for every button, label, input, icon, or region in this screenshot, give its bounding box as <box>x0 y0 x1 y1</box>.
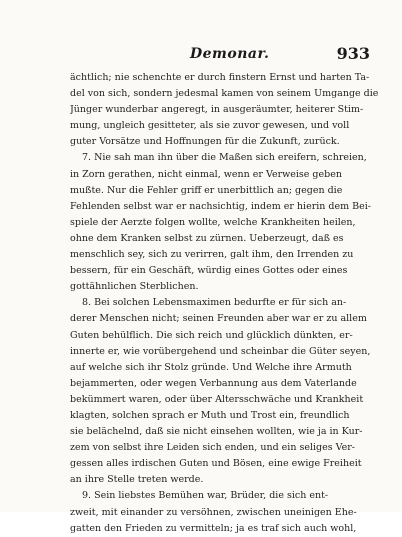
text-line: 8. Bei solchen Lebensmaximen bedurfte er für sich an- <box>82 297 347 309</box>
text-line: spiele der Aerzte folgen wollte, welche Krankheiten heilen, <box>70 216 356 228</box>
text-line: del von sich, sondern jedesmal kamen von seinem Umgange die <box>70 88 378 100</box>
text-line: gottähnlichen Sterblichen. <box>70 281 199 293</box>
text-line: gatten den Frieden zu vermitteln; ja es traf sich auch wohl, <box>70 522 357 534</box>
text-line: derer Menschen nicht; seinen Freunden aber war er zu allem <box>70 313 367 325</box>
text-line: in Zorn gerathen, nicht einmal, wenn er Verweise geben <box>70 168 342 180</box>
running-head: Demonar. <box>190 46 270 62</box>
body-text <box>70 70 378 537</box>
text-line: Jünger wunderbar angeregt, in ausgeräumter, heiterer Stim- <box>70 104 364 116</box>
text-line: bejammerten, oder wegen Verbannung aus dem Vaterlande <box>70 377 357 389</box>
text-line: 7. Nie sah man ihn über die Maßen sich ereifern, schreien, <box>82 152 367 164</box>
text-line: Fehlenden selbst war er nachsichtig, indem er hierin dem Bei- <box>70 200 372 212</box>
text-line: bessern, für ein Geschäft, würdig eines Gottes oder eines <box>70 265 348 277</box>
text-line: bekümmert waren, oder über Altersschwäche und Krankheit <box>70 393 364 405</box>
text-line: ohne dem Kranken selbst zu zürnen. Ueberzeugt, daß es <box>70 232 344 244</box>
page-number: 933 <box>336 44 370 63</box>
text-line: guter Vorsätze und Hoffnungen für die Zukunft, zurück. <box>70 136 340 148</box>
text-line: an ihre Stelle treten werde. <box>70 474 204 486</box>
text-line: Guten behülflich. Die sich reich und glücklich dünkten, er- <box>70 329 353 341</box>
text-line: 9. Sein liebstes Bemühen war, Brüder, die sich ent- <box>82 490 329 502</box>
text-line: innerte er, wie vorübergehend und scheinbar die Güter seyen, <box>70 345 371 357</box>
text-line: zweit, mit einander zu versöhnen, zwischen uneinigen Ehe- <box>70 506 357 518</box>
text-line: klagten, solchen sprach er Muth und Trost ein, freundlich <box>70 409 350 421</box>
text-line: menschlich sey, sich zu verirren, galt ihm, den Irrenden zu <box>70 249 354 261</box>
page-header <box>70 46 370 64</box>
text-line: auf welche sich ihr Stolz gründe. Und Welche ihre Armuth <box>70 361 352 373</box>
text-line: mung, ungleich gesitteter, als sie zuvor gewesen, und voll <box>70 120 350 132</box>
text-line: mußte. Nur die Fehler griff er unerbittlich an; gegen die <box>70 184 343 196</box>
text-line: gessen alles irdischen Guten und Bösen, eine ewige Freiheit <box>70 458 362 470</box>
text-line: zem von selbst ihre Leiden sich enden, und ein seliges Ver- <box>70 442 356 454</box>
text-line: sie belächelnd, daß sie nicht einsehen wollten, wie ja in Kur- <box>70 426 363 438</box>
text-line: ächtlich; nie schenchte er durch finstern Ernst und harten Ta- <box>70 72 370 83</box>
